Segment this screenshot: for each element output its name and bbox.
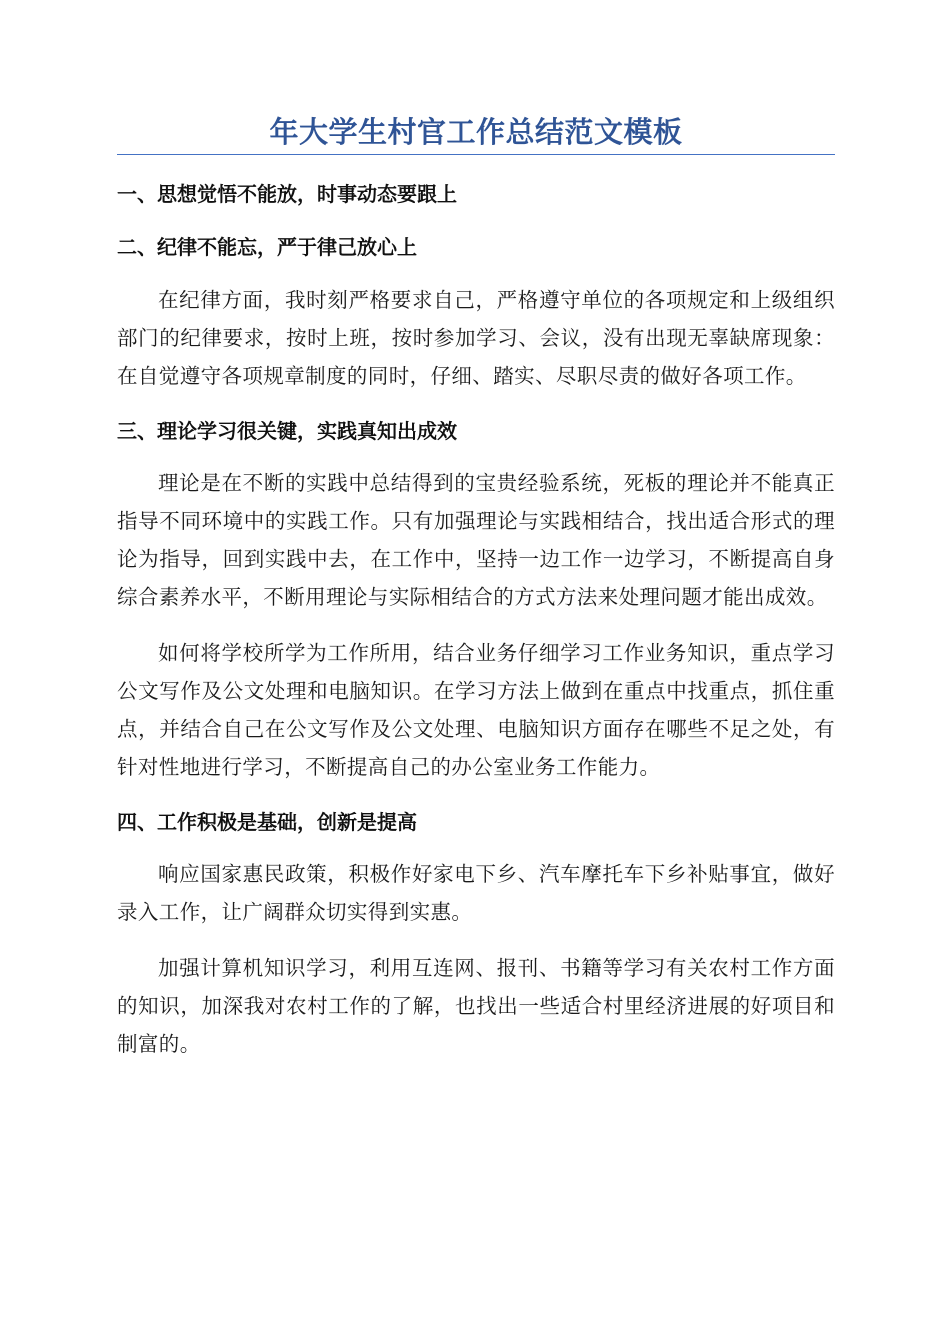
section-heading-2: 二、纪律不能忘，严于律己放心上 xyxy=(117,235,417,259)
section-3-paragraph-1: 理论是在不断的实践中总结得到的宝贵经验系统，死板的理论并不能真正指导不同环境中的实践工作。只有加强理论与实践相结合，找出适合形式的理论为指导，回到实践中去，在工作中，坚持一边工作一边学习，不断提高自身综合素养水平，不断用理论与实际相结合的方式方法来处理问题才能出成效。 xyxy=(117,471,835,609)
document-title: 年大学生村官工作总结范文模板 xyxy=(117,112,835,155)
section-heading-4: 四、工作积极是基础，创新是提高 xyxy=(117,810,417,834)
section-heading-1: 一、思想觉悟不能放，时事动态要跟上 xyxy=(117,182,457,206)
section-2-paragraph-1: 在纪律方面，我时刻严格要求自己，严格遵守单位的各项规定和上级组织部门的纪律要求，按时上班，按时参加学习、会议，没有出现无辜缺席现象：在自觉遵守各项规章制度的同时，仔细、踏实、尽职尽责的做好各项工作。 xyxy=(117,288,835,388)
section-3-paragraph-2: 如何将学校所学为工作所用，结合业务仔细学习工作业务知识，重点学习公文写作及公文处理和电脑知识。在学习方法上做到在重点中找重点，抓住重点，并结合自己在公文写作及公文处理、电脑知识方面存在哪些不足之处，有针对性地进行学习，不断提高自己的办公室业务工作能力。 xyxy=(117,641,835,779)
section-4-paragraph-1: 响应国家惠民政策，积极作好家电下乡、汽车摩托车下乡补贴事宜，做好录入工作，让广阔群众切实得到实惠。 xyxy=(117,862,835,924)
section-4-paragraph-2: 加强计算机知识学习，利用互连网、报刊、书籍等学习有关农村工作方面的知识，加深我对农村工作的了解，也找出一些适合村里经济进展的好项目和制富的。 xyxy=(117,956,835,1056)
document-page xyxy=(117,112,835,1063)
section-heading-3: 三、理论学习很关键，实践真知出成效 xyxy=(117,419,457,443)
